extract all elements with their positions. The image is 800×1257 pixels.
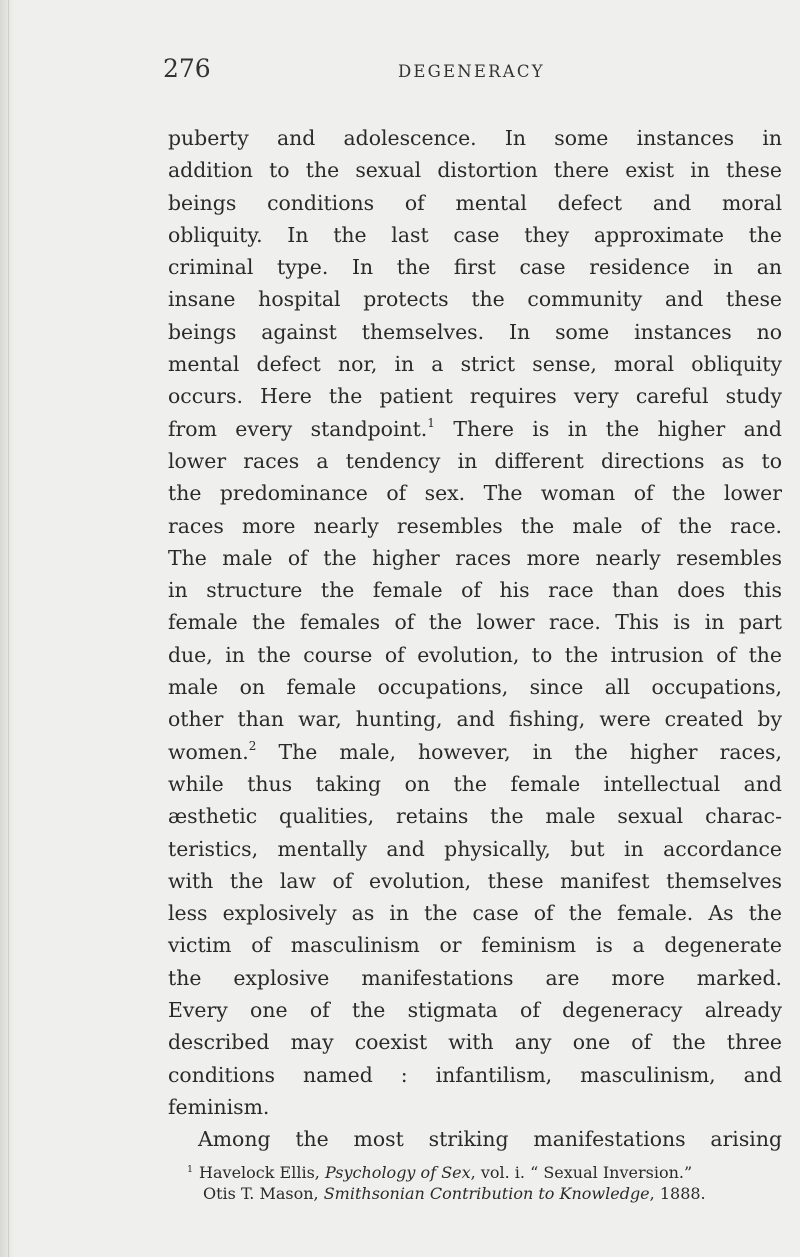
binding-line	[8, 0, 9, 1257]
text-line: victim of masculinism or feminism is a degenerate	[168, 933, 782, 958]
text-line: addition to the sexual distortion there exist in these	[168, 158, 782, 183]
text-line: criminal type. In the first case residence in an	[168, 255, 782, 280]
text-segment: The male, however, in the higher races,	[256, 739, 782, 764]
text-line: races more nearly resembles the male of the race.	[168, 513, 782, 538]
footnote-author: Havelock Ellis,	[199, 1162, 325, 1182]
footnote-1	[168, 1162, 782, 1183]
text-line: while thus taking on the female intellectual and	[168, 771, 782, 796]
text-line: described may coexist with any one of the three	[168, 1030, 782, 1055]
footnote-reference: 2	[248, 738, 257, 753]
text-line: other than war, hunting, and fishing, were created by	[168, 707, 782, 732]
page-gutter	[0, 0, 14, 1257]
running-title: DEGENERACY	[398, 62, 545, 81]
page-number: 276	[163, 54, 211, 83]
text-line: The male of the higher races more nearly resembles	[168, 545, 782, 570]
text-line: mental defect nor, in a strict sense, moral obliquity	[168, 352, 782, 377]
text-line: teristics, mentally and physically, but in accordance	[168, 836, 782, 861]
text-line	[168, 736, 782, 768]
text-line: feminism.	[168, 1094, 270, 1119]
footnotes	[168, 1162, 782, 1204]
text-line: insane hospital protects the community and these	[168, 287, 782, 312]
footnote-detail: , 1888.	[649, 1183, 706, 1203]
text-line: lower races a tendency in different directions as to	[168, 448, 782, 473]
footnote-author: Otis T. Mason,	[203, 1183, 324, 1203]
book-page	[163, 54, 782, 1204]
text-line: conditions named : infantilism, masculinism, and	[168, 1062, 782, 1087]
text-line: the predominance of sex. The woman of the lower	[168, 481, 782, 506]
footnote-marker: 1	[187, 1163, 194, 1175]
text-line: in structure the female of his race than does this	[168, 578, 782, 603]
footnote-reference: 1	[427, 415, 435, 430]
text-line: æsthetic qualities, retains the male sexual charac-	[168, 804, 782, 829]
text-line: less explosively as in the case of the female. As the	[168, 901, 782, 926]
text-segment: from every standpoint.	[168, 416, 428, 441]
footnote-2	[168, 1183, 782, 1204]
text-line: puberty and adolescence. In some instances in	[168, 126, 782, 150]
text-line: obliquity. In the last case they approximate the	[168, 222, 782, 247]
text-line: beings conditions of mental defect and moral	[168, 190, 782, 215]
footnote-detail: , vol. i. “ Sexual Inversion.”	[470, 1162, 693, 1182]
body-text	[168, 122, 782, 1156]
text-line: Every one of the stigmata of degeneracy already	[168, 998, 782, 1023]
text-line: with the law of evolution, these manifest themselves	[168, 868, 782, 893]
text-line: beings against themselves. In some instances no	[168, 319, 782, 344]
text-line: Among the most striking manifestations arising	[198, 1127, 782, 1152]
text-line: the explosive manifestations are more marked.	[168, 965, 782, 990]
text-segment: There is in the higher and	[434, 416, 782, 441]
text-line	[168, 413, 782, 445]
text-line: male on female occupations, since all occupations,	[168, 675, 782, 700]
text-line: female the females of the lower race. This is in part	[168, 610, 782, 635]
running-head	[163, 54, 782, 94]
text-segment: women.	[168, 739, 249, 764]
text-line: occurs. Here the patient requires very careful study	[168, 384, 782, 409]
footnote-title: Smithsonian Contribution to Knowledge	[323, 1183, 650, 1203]
footnote-title: Psychology of Sex	[324, 1162, 471, 1182]
text-line: due, in the course of evolution, to the intrusion of the	[168, 642, 782, 667]
